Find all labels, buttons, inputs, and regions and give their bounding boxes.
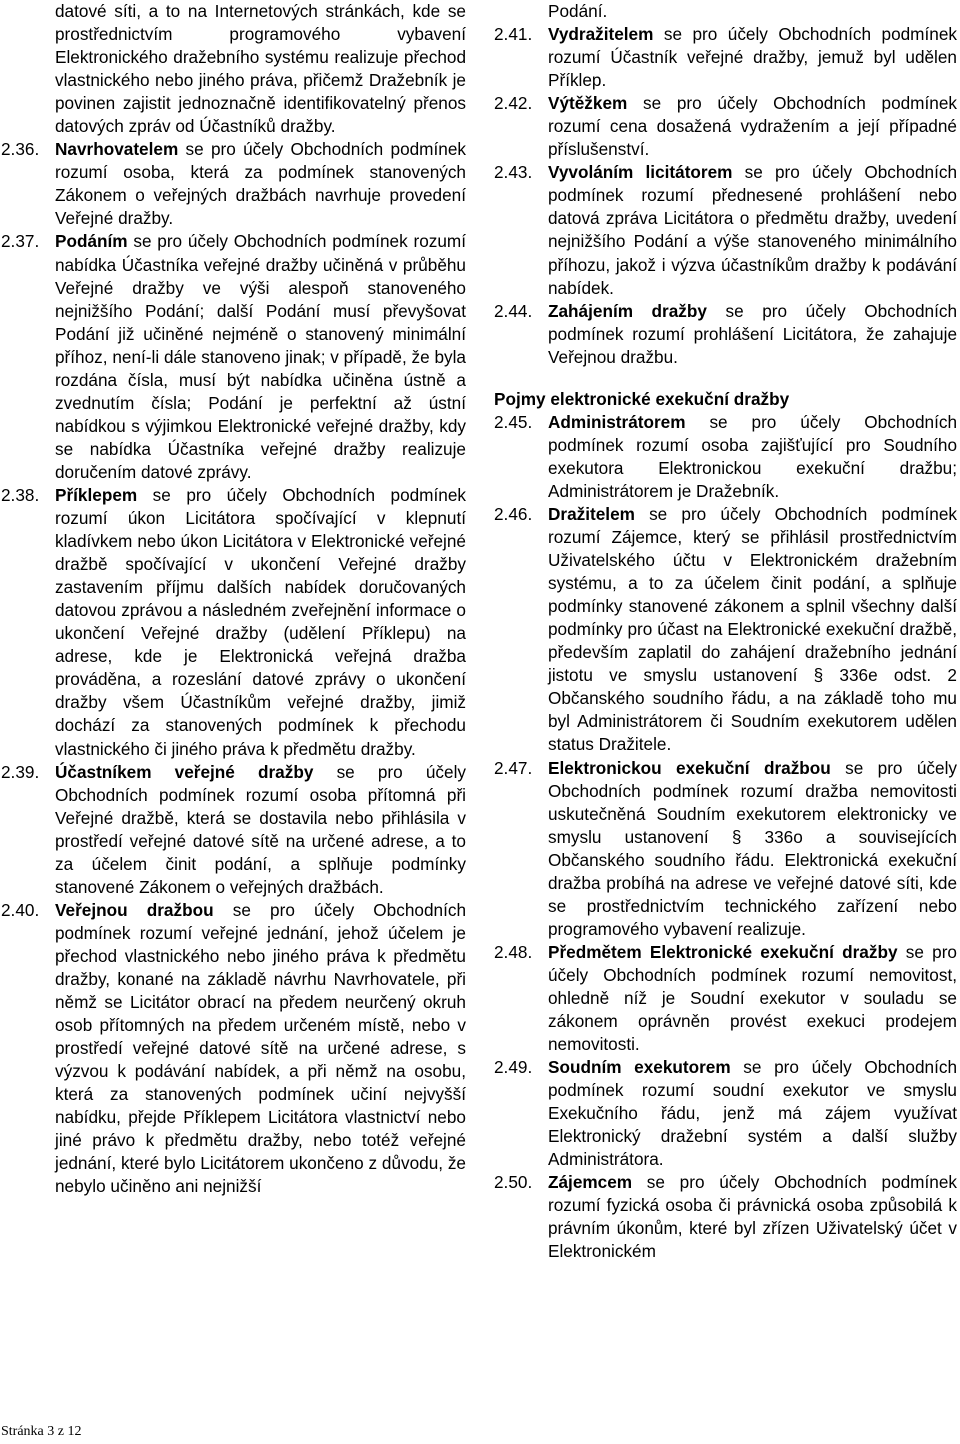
definition-item (494, 411, 957, 503)
paragraph-continuation: Podání. (548, 1, 608, 21)
item-text (548, 411, 957, 503)
definition-item (1, 899, 466, 1199)
definition-body: se pro účely Obchodních podmínek rozumí osoba zajišťující pro Soudního exekutora Elektronickou exekuční dražbu; Administrátorem je Dražebník. (548, 411, 957, 501)
item-number: 2.49. (494, 1057, 533, 1078)
defined-term: Vyvoláním licitátorem (548, 162, 733, 183)
defined-term: Navrhovatelem (55, 139, 179, 160)
defined-term: Zahájením dražby (548, 300, 707, 321)
defined-term: Veřejnou dražbou (55, 899, 214, 920)
definition-body: se pro účely Obchodních podmínek rozumí Účastník veřejné dražby, jemuž byl udělen Příklep. (548, 24, 957, 91)
defined-term: Předmětem Elektronické exekuční dražby (548, 941, 898, 962)
definition-body: se pro účely Obchodních podmínek rozumí soudní exekutor ve smyslu Exekučního řádu, jenž má zájem využívat Elektronický dražební systém a další služby Administrátora. (548, 1057, 958, 1170)
item-text (55, 761, 466, 899)
definition-body: se pro účely Obchodních podmínek rozumí přednesené prohlášení nebo datová zpráva Licitátora o předmětu dražby, uvedení nejnižšího Podání a výše stanoveného minimálního příhozu, jakož i výzva účastníkům dražby k podávání nabídek. (548, 162, 958, 298)
definition-body: se pro účely Obchodních podmínek rozumí osoba přítomná při Veřejné dražbě, která se dostavila nebo přihlásila v prostředí veřejné datové sítě na určené adrese, a to za účelem činit podání, a splňuje podmínky stanovené Zákonem o veřejných dražbách. (55, 761, 466, 897)
item-text (55, 899, 466, 1199)
defined-term: Vydražitelem (548, 24, 654, 45)
item-number: 2.40. (1, 899, 40, 920)
item-text (548, 941, 957, 1056)
definition-item (494, 503, 957, 757)
item-text (55, 484, 466, 761)
defined-term: Administrátorem (548, 411, 686, 432)
defined-term: Elektronickou exekuční dražbou (548, 757, 831, 778)
left-column (1, 0, 466, 1198)
item-text (548, 92, 957, 161)
definition-item (1, 138, 466, 230)
item-text (548, 757, 957, 941)
paragraph-continuation: datové síti, a to na Internetových stránkách, kde se prostřednictvím programového vybavení Elektronického dražebního systému realizuje přechod vlastnického nebo jiného práva, přičemž Dražebník je povinen zajistit jednoznačně identifikovatelný přenos datových zpráv od Účastníků dražby. (55, 1, 466, 137)
item-number: 2.46. (494, 503, 533, 524)
section-heading: Pojmy elektronické exekuční dražby (494, 388, 790, 409)
page-number-footer: Stránka 3 z 12 (1, 1424, 82, 1439)
definition-item (494, 300, 957, 369)
item-number: 2.50. (494, 1172, 533, 1193)
item-number: 2.42. (494, 93, 533, 114)
item-text (548, 1171, 957, 1263)
item-number: 2.39. (1, 761, 40, 782)
definition-item (494, 92, 957, 161)
item-number: 2.43. (494, 162, 533, 183)
definition-body: se pro účely Obchodních podmínek rozumí Zájemce, který se přihlásil prostřednictvím Uživatelského účtu v Elektronickém dražebním systému, a to za účelem činit podání, a splňuje podmínky stanovené zákonem a splnil všechny další podmínky pro účast na Elektronické exekuční dražbě, především zaplatil do zahájení dražebního jednání jistotu ve smyslu ustanovení § 336e odst. 2 Občanského soudního řádu, a na základě toho mu byl Administrátorem či Soudním exekutorem udělen status Dražitele. (548, 503, 957, 755)
definition-body: se pro účely Obchodních podmínek rozumí nabídka Účastníka veřejné dražby učiněná v průběhu Veřejné dražby ve výši alespoň stanoveného nejnižšího Podání; další Podání musí převyšovat Podání již učiněné nejméně o stanovený minimální příhoz, není-li dále stanoveno jinak; v případě, že byla rozdána čísla, musí být nabídka učiněna ústně a zvednutím čísla; Podání je perfektní až ústní nabídkou s výjimkou Elektronické veřejné dražby, kdy se nabídka Účastníka veřejné dražby realizuje doručením datové zprávy. (55, 231, 466, 482)
item-number: 2.37. (1, 231, 40, 252)
definition-item (494, 1056, 957, 1171)
definition-item (1, 230, 466, 484)
definition-body: se pro účely Obchodních podmínek rozumí osoba, která za podmínek stanovených Zákonem o veřejných dražbách navrhuje provedení Veřejné dražby. (55, 139, 466, 229)
definition-body: se pro účely Obchodních podmínek rozumí úkon Licitátora spočívající v klepnutí kladívkem nebo úkon Licitátora v Elektronické veřejné dražbě spočívající v ukončení Veřejné dražby zastavením příjmu dalších nabídek doručovaných datovou zprávou a následném zveřejnění informace o ukončení Veřejné dražby (udělení Příklepu) na adrese, kde je Elektronická veřejná dražba prováděna, a rozeslání datové zprávy o ukončení dražby všem Účastníkům veřejné dražby, jimiž dochází za stanovených podmínek k přechodu vlastnického či jiného práva k předmětu dražby. (55, 484, 466, 759)
item-text (55, 230, 466, 484)
item-number: 2.48. (494, 941, 533, 962)
item-number: 2.45. (494, 411, 533, 432)
defined-term: Zájemcem (548, 1172, 633, 1193)
item-text (548, 300, 957, 369)
defined-term: Podáním (55, 231, 128, 252)
item-text (548, 23, 957, 92)
item-number: 2.41. (494, 24, 533, 45)
defined-term: Soudním exekutorem (548, 1057, 731, 1078)
definition-body: se pro účely Obchodních podmínek rozumí veřejné jednání, jehož účelem je přechod vlastnického nebo jiného práva k předmětu dražby, konané na základě návrhu Navrhovatele, při němž se Licitátor obrací na předem neurčený okruh osob přítomných na předem určeném místě, nebo v prostředí veřejné datové sítě na určené adrese, s výzvou k podávání nabídek, a při němž na osobu, která za stanovených podmínek učiní nejvyšší nabídku, přejde Příklepem Licitátora vlastnictví nebo jiné právo k předmětu dražby, nebo totéž veřejné jednání, které bylo Licitátorem ukončeno z důvodu, že nebylo učiněno ani nejnižší (55, 899, 466, 1197)
definition-body: se pro účely Obchodních podmínek rozumí dražba nemovitosti uskutečněná Soudním exekutorem elektronicky ve smyslu ustanovení § 336o a souvisejících Občanského soudního řádu. Elektronická exekuční dražba probíhá na adrese ve veřejné datové síti, kde se prostřednictvím technického zařízení nebo programového vybavení realizuje. (548, 757, 957, 939)
definition-item (494, 161, 957, 299)
defined-term: Účastníkem veřejné dražby (55, 761, 314, 782)
defined-term: Dražitelem (548, 503, 635, 524)
item-text (548, 503, 957, 757)
item-number: 2.47. (494, 757, 533, 778)
definition-item (494, 1171, 957, 1263)
definition-body: se pro účely Obchodních podmínek rozumí cena dosažená vydražením a její případné příslušenství. (548, 93, 957, 160)
item-number: 2.36. (1, 139, 40, 160)
item-number: 2.44. (494, 300, 533, 321)
definition-item (494, 23, 957, 92)
definition-item (1, 761, 466, 899)
definition-item (1, 484, 466, 761)
item-text (548, 161, 957, 299)
defined-term: Výtěžkem (548, 93, 628, 114)
defined-term: Příklepem (55, 484, 138, 505)
definition-body: se pro účely Obchodních podmínek rozumí fyzická osoba či právnická osoba způsobilá k právním úkonům, které byl zřízen Uživatelský účet v Elektronickém (548, 1172, 957, 1262)
definition-item (494, 757, 957, 941)
definition-body: se pro účely Obchodních podmínek rozumí prohlášení Licitátora, že zahajuje Veřejnou dražbu. (548, 300, 957, 367)
definition-body: se pro účely Obchodních podmínek rozumí nemovitost, ohledně níž je Soudní exekutor v souladu se zákonem oprávněn provést exekuci prodejem nemovitosti. (548, 941, 957, 1055)
item-text (548, 1056, 957, 1171)
right-column (494, 0, 957, 1264)
definition-item (494, 941, 957, 1056)
item-text (55, 138, 466, 230)
item-number: 2.38. (1, 484, 40, 505)
